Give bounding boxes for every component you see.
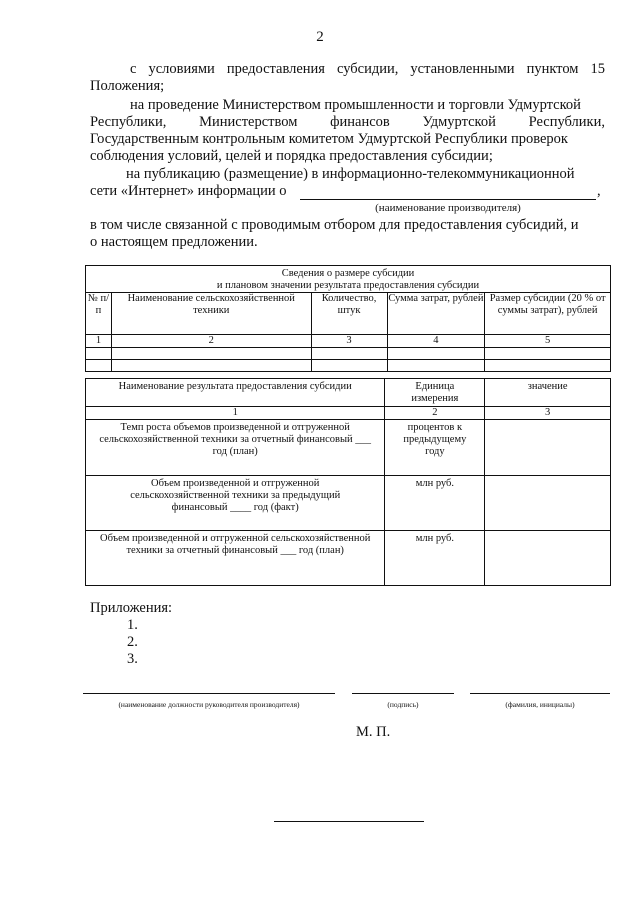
para3-line3: в том числе связанной с проводимым отбором для предоставления субсидий, и <box>90 217 579 233</box>
table1-header-cost: Сумма затрат, рублей <box>387 293 485 335</box>
table1-data-row <box>86 348 611 360</box>
producer-name-underline <box>300 199 596 200</box>
para1-line1: с условиями предоставления субсидии, установленными пунктом 15 <box>130 61 605 77</box>
result-table <box>85 378 611 586</box>
producer-name-caption: (наименование производителя) <box>375 202 521 214</box>
table1-data-row <box>86 360 611 372</box>
bottom-rule <box>274 821 424 822</box>
para2-line3: Государственным контрольным комитетом Удмуртской Республики проверок <box>90 131 568 147</box>
para3-line2-prefix: сети «Интернет» информации о <box>90 183 287 199</box>
table2-header-unit: Единица измерения <box>385 379 485 407</box>
appendix-item: 3. <box>127 651 138 667</box>
table-row: Объем произведенной и отгруженной сельскохозяйственной техники за отчетный финансовый ___ год (план) млн руб. <box>86 531 611 586</box>
table1-number-row: 1 2 3 4 5 <box>86 335 611 348</box>
name-caption: (фамилия, инициалы) <box>505 700 575 709</box>
appendix-item: 2. <box>127 634 138 650</box>
para2-line2: Республики, Министерством финансов Удмуртской Республики, <box>90 114 605 130</box>
para1-line2: Положения; <box>90 78 165 94</box>
para3-line1: на публикацию (размещение) в информационно-телекоммуникационной <box>126 166 575 182</box>
table2-header-value: значение <box>485 379 611 407</box>
position-line <box>83 693 335 694</box>
table1-header-quantity: Количество, штук <box>311 293 387 335</box>
para2-line4: соблюдения условий, целей и порядка предоставления субсидии; <box>90 148 493 164</box>
signature-caption: (подпись) <box>387 700 419 709</box>
stamp-placeholder: М. П. <box>356 724 391 740</box>
table1-header-subsidy: Размер субсидии (20 % от суммы затрат), рублей <box>485 293 611 335</box>
table1-header-number: № п/п <box>86 293 112 335</box>
signature-line <box>352 693 454 694</box>
table-row: Темп роста объемов произведенной и отгруженной сельскохозяйственной техники за отчетный финансовый ___ год (план) процентов к предыдущему году <box>86 420 611 476</box>
para3-line4: о настоящем предложении. <box>90 234 258 250</box>
appendix-title: Приложения: <box>90 600 173 616</box>
para3-line2-suffix: , <box>597 183 601 199</box>
appendix-item: 1. <box>127 617 138 633</box>
para2-line1: на проведение Министерством промышленности и торговли Удмуртской <box>130 97 581 113</box>
name-line <box>470 693 610 694</box>
table1-header-equipment: Наименование сельскохозяйственной техники <box>111 293 311 335</box>
table2-number-row: 1 2 3 <box>86 407 611 420</box>
position-caption: (наименование должности руководителя производителя) <box>118 700 300 709</box>
table1-title: Сведения о размере субсидии и плановом значении результата предоставления субсидии <box>86 266 611 293</box>
table2-header-result: Наименование результата предоставления субсидии <box>86 379 385 407</box>
table-row: Объем произведенной и отгруженной сельскохозяйственной техники за предыдущий финансовый ____ год (факт) млн руб. <box>86 476 611 531</box>
subsidy-size-table <box>85 265 611 372</box>
page-number: 2 <box>316 29 324 45</box>
